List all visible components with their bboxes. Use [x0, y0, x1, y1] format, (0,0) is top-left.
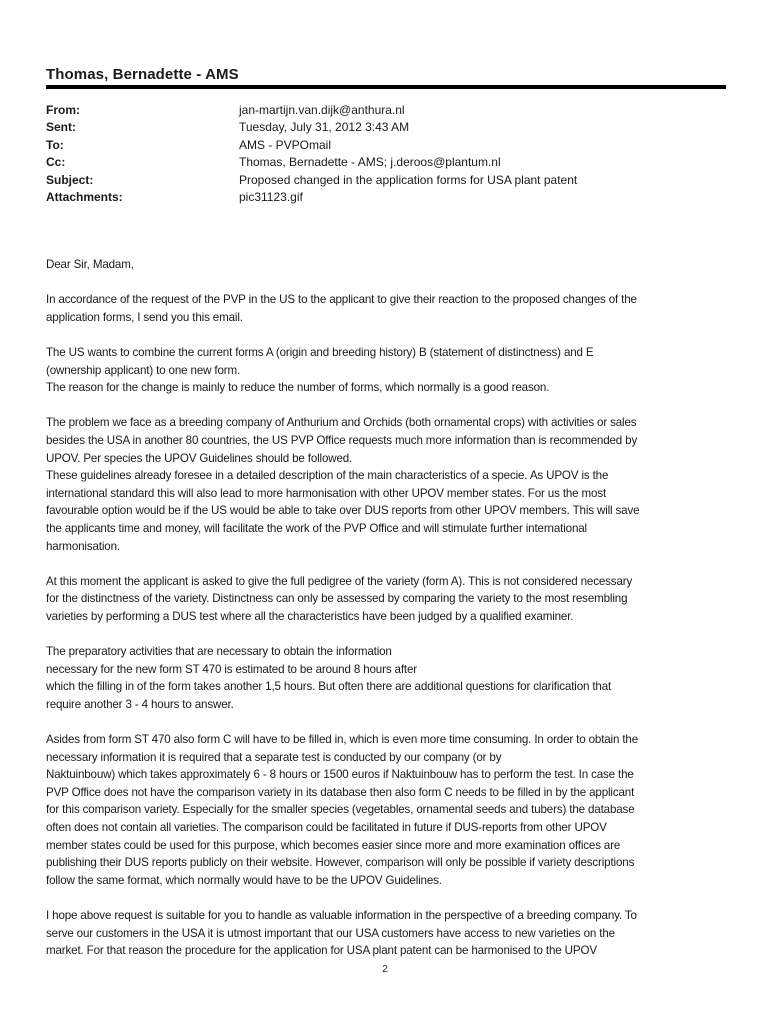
body-line: application forms, I send you this email.	[46, 310, 243, 324]
email-header	[46, 102, 736, 206]
header-value-attachments: pic31123.gif	[239, 190, 303, 205]
header-row-attachments	[46, 189, 736, 206]
greeting: Dear Sir, Madam,	[46, 258, 134, 271]
body-line: follow the same format, which normally would have to be the UPOV Guidelines.	[46, 873, 442, 887]
header-row-to	[46, 137, 736, 154]
body-line: Naktuinbouw) which takes approximately 6 - 8 hours or 1500 euros if Naktuinbouw has to perform the test. In case the	[46, 768, 634, 782]
body-line: At this moment the applicant is asked to give the full pedigree of the variety (form A). This is not considered necessary	[46, 574, 633, 588]
email-body	[46, 256, 736, 977]
paragraph-pedigree	[46, 573, 736, 626]
body-line: In accordance of the request of the PVP in the US to the applicant to give their reaction to the proposed changes of the	[46, 293, 637, 307]
header-rule	[46, 85, 726, 89]
body-line: The US wants to combine the current forms A (origin and breeding history) B (statement of distinctness) and E	[46, 345, 594, 359]
body-line: the applicants time and money, will facilitate the work of the PVP Office and will stimulate further international	[46, 521, 587, 535]
body-line: I hope above request is suitable for you to handle as valuable information in the perspective of a breeding company. To	[46, 908, 637, 922]
body-line: favourable option would be if the US would be able to take over DUS reports from other UPOV members. This will save	[46, 504, 640, 518]
body-line: publishing their DUS reports publicly on their website. However, comparison will only be possible if variety descriptions	[46, 856, 635, 870]
header-row-cc	[46, 154, 736, 171]
body-line: These guidelines already foresee in a detailed description of the main characteristics of a specie. As UPOV is the	[46, 469, 609, 483]
paragraph-problem	[46, 414, 736, 555]
header-label: Cc:	[46, 155, 66, 170]
paragraph-preparatory	[46, 643, 736, 713]
paragraph-request	[46, 291, 736, 326]
header-row-from	[46, 102, 736, 119]
header-value-cc: Thomas, Bernadette - AMS; j.deroos@plantum.nl	[239, 155, 501, 170]
header-label: To:	[46, 137, 64, 152]
body-line: The problem we face as a breeding company of Anthurium and Orchids (both ornamental crops) with activities or sales	[46, 416, 637, 430]
paragraph-form-c	[46, 731, 736, 889]
body-line: besides the USA in another 80 countries, the US PVP Office requests much more information than is recommended by	[46, 433, 638, 447]
header-label: Sent:	[46, 120, 76, 135]
header-row-sent	[46, 119, 736, 136]
body-line: necessary information it is required that a separate test is conducted by our company (or by	[46, 750, 502, 764]
header-value-sent: Tuesday, July 31, 2012 3:43 AM	[239, 120, 410, 135]
paragraph-closing	[46, 907, 736, 960]
page-number: 2	[382, 964, 388, 975]
body-line: for the distinctness of the variety. Distinctness can only be assessed by comparing the variety to the most resembling	[46, 592, 628, 606]
body-line: international standard this will also lead to more harmonisation with other UPOV member states. For us the most	[46, 486, 607, 500]
header-value-from: jan-martijn.van.dijk@anthura.nl	[239, 103, 405, 117]
body-line: require another 3 - 4 hours to answer.	[46, 697, 234, 711]
body-line: (ownership applicant) to one new form.	[46, 363, 241, 377]
body-line: often does not contain all varieties. The comparison could be facilitated in future if DUS-reports from other UPOV	[46, 821, 607, 834]
header-value-to: AMS - PVPOmail	[239, 137, 332, 152]
paragraph-combine-forms	[46, 344, 736, 397]
body-line: PVP Office does not have the comparison variety in its database then also form C needs to be filled in by the applicant	[46, 785, 635, 799]
body-line: which the filling in of the form takes another 1,5 hours. But often there are additional questions for clarification that	[46, 680, 612, 694]
body-line: for this comparison variety. Especially for the smaller species (vegetables, ornamental seeds and tubers) the database	[46, 803, 635, 817]
body-line: UPOV. Per species the UPOV Guidelines should be followed.	[46, 451, 353, 465]
header-value-subject: Proposed changed in the application forms for USA plant patent	[239, 172, 578, 187]
body-line: varieties by performing a DUS test where all the characteristics have been judged by a qualified examiner.	[46, 609, 574, 623]
header-label: Subject:	[46, 172, 94, 187]
body-line: The reason for the change is mainly to reduce the number of forms, which normally is a good reason.	[46, 381, 550, 395]
header-label: Attachments:	[46, 190, 123, 205]
body-line: market. For that reason the procedure for the application for USA plant patent can be harmonised to the UPOV	[46, 944, 597, 958]
body-line: harmonisation.	[46, 539, 120, 553]
sender-name: Thomas, Bernadette - AMS	[46, 66, 239, 83]
body-line: serve our customers in the USA it is utmost important that our USA customers have access to new varieties on the	[46, 926, 615, 940]
header-label: From:	[46, 103, 80, 117]
body-line: necessary for the new form ST 470 is estimated to be around 8 hours after	[46, 662, 417, 676]
body-line: Asides from form ST 470 also form C will have to be filled in, which is even more time consuming. In order to obtain the	[46, 733, 639, 747]
body-line: The preparatory activities that are necessary to obtain the information	[46, 645, 392, 659]
body-line: member states could be used for this purpose, which becomes easier since more and more examination offices are	[46, 838, 621, 852]
header-row-subject	[46, 172, 736, 189]
